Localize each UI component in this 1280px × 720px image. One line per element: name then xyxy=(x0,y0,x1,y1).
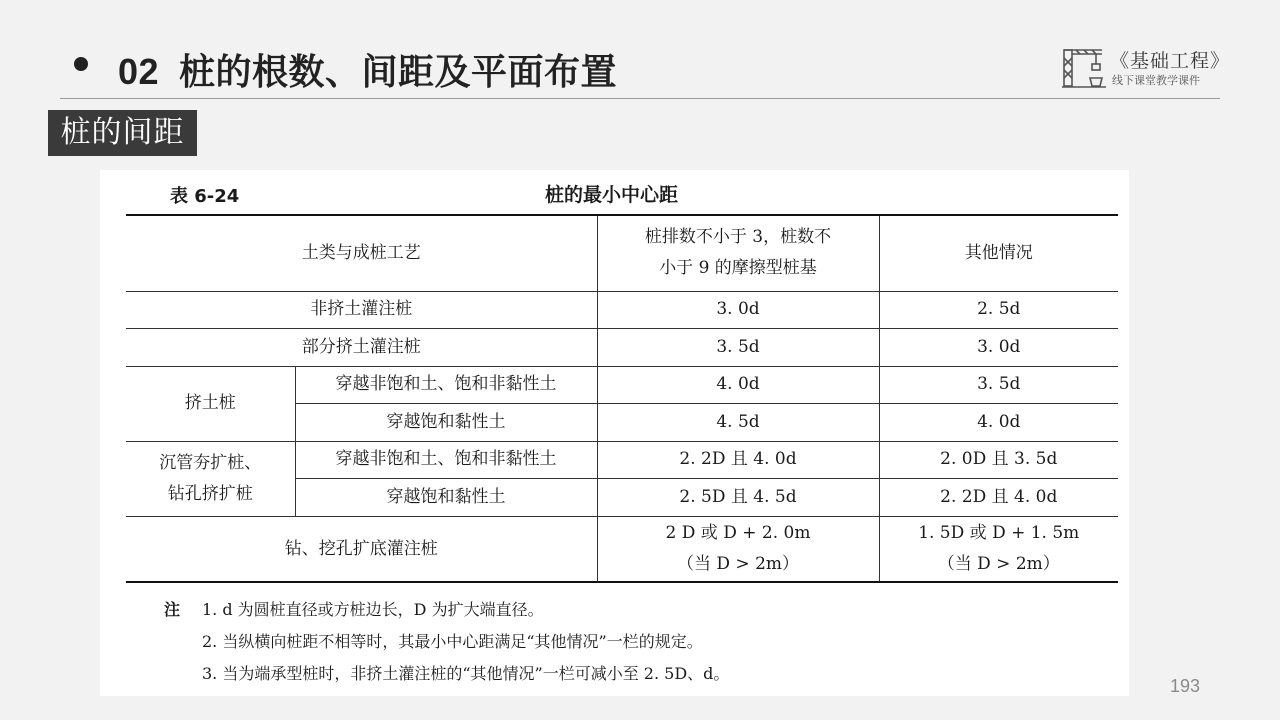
header-other: 其他情况 xyxy=(879,215,1118,291)
cell-value: 4. 0d xyxy=(879,403,1118,441)
note-item xyxy=(164,594,729,626)
header-friction-piles xyxy=(597,215,879,291)
cell-value: 2. 5D 且 4. 5d xyxy=(597,478,879,516)
row-label: 非挤土灌注桩 xyxy=(126,291,597,328)
cell-value: 3. 5d xyxy=(879,366,1118,403)
table-title: 桩的最小中心距 xyxy=(545,184,679,206)
note-text: 3. 当为端承型桩时，非挤土灌注桩的“其他情况”一栏可减小至 2. 5D、d。 xyxy=(202,664,730,683)
cell-value: 2. 5d xyxy=(879,291,1118,328)
slide-title xyxy=(118,44,617,95)
page-number: 193 xyxy=(1170,676,1201,696)
table-header-row xyxy=(126,215,1118,291)
cell-value xyxy=(879,516,1118,582)
tower-crane-icon xyxy=(1062,44,1108,90)
note-item xyxy=(164,626,729,658)
header-friction-line2: 小于 9 的摩擦型桩基 xyxy=(659,258,817,279)
table-number: 表 6-24 xyxy=(170,186,240,207)
notes-label: 注 xyxy=(164,600,181,619)
section-number: 02 xyxy=(118,51,160,92)
section-tag: 桩的间距 xyxy=(48,110,197,156)
cell-value: 2. 0D 且 3. 5d xyxy=(879,441,1118,478)
logo-title: 《基础工程》 xyxy=(1110,50,1231,72)
row-label: 穿越非饱和土、饱和非黏性土 xyxy=(295,441,597,478)
table-row xyxy=(126,441,1118,478)
group-label-line1: 沉管夯扩桩、 xyxy=(159,452,262,473)
note-item xyxy=(164,658,729,690)
table-row xyxy=(126,366,1118,403)
row-label: 钻、挖孔扩底灌注桩 xyxy=(126,516,597,582)
table-row xyxy=(126,291,1118,328)
logo-subtitle: 线下课堂教学课件 xyxy=(1112,75,1200,87)
table-row xyxy=(126,328,1118,366)
cell-value-line1: 2 D 或 D + 2. 0m xyxy=(665,522,811,543)
group-label: 挤土桩 xyxy=(126,366,295,441)
header-friction-line1: 桩排数不小于 3，桩数不 xyxy=(644,227,832,248)
course-logo xyxy=(1062,44,1232,92)
group-label xyxy=(126,441,295,516)
cell-value: 3. 5d xyxy=(597,328,879,366)
title-divider xyxy=(60,98,1220,99)
cell-value: 2. 2D 且 4. 0d xyxy=(879,478,1118,516)
note-text: 2. 当纵横向桩距不相等时，其最小中心距满足“其他情况”一栏的规定。 xyxy=(202,632,703,651)
title-bullet xyxy=(74,57,88,71)
group-label-line2: 钻孔挤扩桩 xyxy=(167,483,253,504)
header-soil-process: 土类与成桩工艺 xyxy=(126,215,597,291)
table-row xyxy=(126,516,1118,582)
note-text: 1. d 为圆桩直径或方桩边长，D 为扩大端直径。 xyxy=(202,600,544,619)
cell-value-line2: （当 D > 2m） xyxy=(937,553,1060,574)
section-title: 桩的根数、间距及平面布置 xyxy=(179,51,618,92)
cell-value: 4. 5d xyxy=(597,403,879,441)
cell-value: 3. 0d xyxy=(597,291,879,328)
row-label: 穿越饱和黏性土 xyxy=(295,403,597,441)
cell-value xyxy=(597,516,879,582)
row-label: 部分挤土灌注桩 xyxy=(126,328,597,366)
min-pile-spacing-table xyxy=(126,214,1118,583)
cell-value-line2: （当 D > 2m） xyxy=(676,553,800,574)
cell-value: 2. 2D 且 4. 0d xyxy=(597,441,879,478)
cell-value: 4. 0d xyxy=(597,366,879,403)
cell-value-line1: 1. 5D 或 D + 1. 5m xyxy=(918,522,1080,543)
textbook-table-image xyxy=(100,170,1129,696)
cell-value: 3. 0d xyxy=(879,328,1118,366)
table-notes xyxy=(164,594,729,690)
row-label: 穿越饱和黏性土 xyxy=(295,478,597,516)
row-label: 穿越非饱和土、饱和非黏性土 xyxy=(295,366,597,403)
